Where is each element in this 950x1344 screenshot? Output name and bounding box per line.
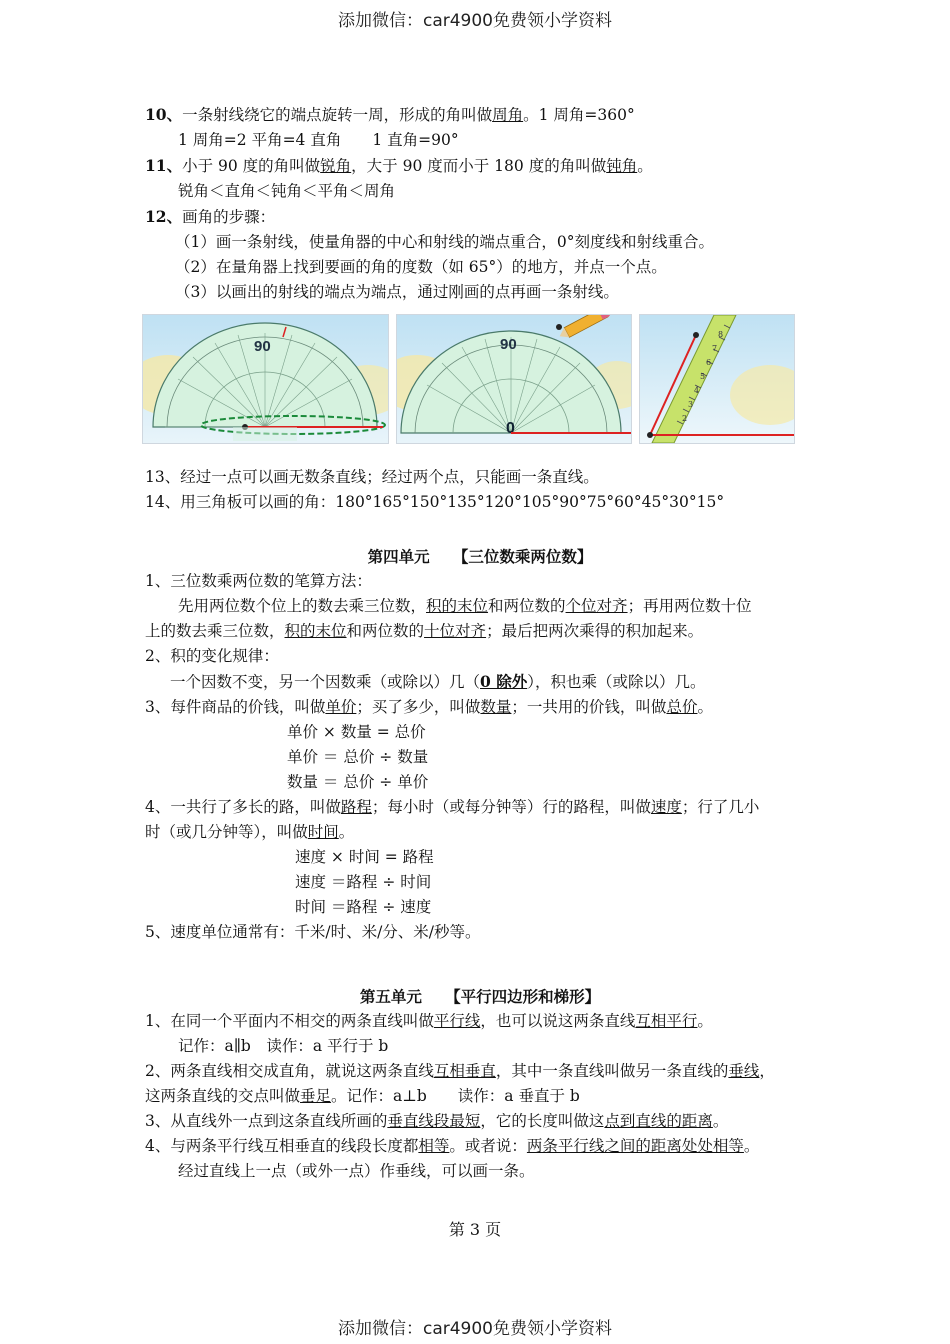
item-11-detail: 锐角＜直角＜钝角＜平角＜周角: [178, 182, 396, 200]
item-14: 14、用三角板可以画的角：180°165°150°135°120°105°90°75°60°45°30°15°: [145, 493, 725, 511]
unit4-p4b: 时（或几分钟等），叫做时间。: [145, 823, 355, 841]
formula-quantity: 数量 ＝ 总价 ÷ 单价: [287, 773, 429, 791]
unit4-p1a: 先用两位数个位上的数去乘三位数，积的末位和两位数的个位对齐；再用两位数十位: [178, 597, 752, 615]
unit5-p2a: 2、两条直线相交成直角，就说这两条直线互相垂直，其中一条直线叫做另一条直线的垂线，: [145, 1062, 775, 1080]
item-11: 11、小于 90 度的角叫做锐角，大于 90 度而小于 180 度的角叫做钝角。: [145, 156, 653, 175]
label-90: 90: [254, 338, 271, 355]
unit5-p4a: 经过直线上一点（或外一点）作垂线，可以画一条。: [178, 1162, 535, 1180]
unit5-p1a: 记作：a∥b 读作：a 平行于 b: [178, 1037, 389, 1055]
unit4-p3: 3、每件商品的价钱，叫做单价；买了多少，叫做数量；一共用的价钱，叫做总价。: [145, 698, 713, 716]
label-90: 90: [500, 336, 517, 353]
figure-protractor-ray: [142, 314, 389, 444]
item-10: 10、一条射线绕它的端点旋转一周，形成的角叫做周角。1 周角=360°: [145, 105, 635, 124]
ruler-label: 3: [688, 400, 694, 409]
unit4-p1: 1、三位数乘两位数的笔算方法：: [145, 572, 372, 590]
unit4-p1b: 上的数去乘三位数，积的末位和两位数的十位对齐；最后把两次乘得的积加起来。: [145, 622, 704, 640]
watermark-top: 添加微信：car4900免费领小学资料: [337, 11, 613, 31]
figure-protractor-point: [396, 314, 632, 444]
unit4-heading: 第四单元 【三位数乘两位数】: [367, 547, 593, 566]
item-10-detail: 1 周角=2 平角=4 直角 1 直角=90°: [178, 131, 459, 149]
unit4-p2: 2、积的变化规律：: [145, 647, 279, 665]
label-0: 0: [506, 420, 515, 437]
item-12-step-3: （3）以画出的射线的端点为端点，通过刚画的点再画一条射线。: [175, 283, 619, 301]
figure-ruler-ray: [639, 314, 795, 444]
unit4-p4a: 4、一共行了多长的路，叫做路程；每小时（或每分钟等）行的路程，叫做速度；行了几小: [145, 798, 760, 816]
ruler-label: 7: [712, 344, 718, 353]
ruler-label: 4: [694, 386, 700, 395]
item-12: 12、画角的步骤：: [145, 207, 276, 226]
page-number: 第 3 页: [448, 1220, 502, 1239]
angle-drawing-figures: [142, 314, 815, 452]
ruler-label: 5: [700, 372, 706, 381]
document-body: [145, 102, 815, 1184]
ruler-label: 6: [706, 358, 712, 367]
item-13: 13、经过一点可以画无数条直线；经过两个点，只能画一条直线。: [145, 468, 599, 486]
watermark-bottom: 添加微信：car4900免费领小学资料: [337, 1319, 613, 1339]
item-12-step-1: （1）画一条射线，使量角器的中心和射线的端点重合，0°刻度线和射线重合。: [175, 233, 714, 251]
ruler-label: 8: [718, 330, 724, 339]
formula-distance: 速度 × 时间 = 路程: [295, 848, 434, 866]
formula-time: 时间 ＝路程 ÷ 速度: [295, 898, 432, 916]
formula-speed: 速度 ＝路程 ÷ 时间: [295, 873, 432, 891]
unit5-p1: 1、在同一个平面内不相交的两条直线叫做平行线，也可以说这两条直线互相平行。: [145, 1012, 713, 1030]
unit4-p5: 5、速度单位通常有：千米/时、米/分、米/秒等。: [145, 923, 481, 941]
unit5-p3: 3、从直线外一点到这条直线所画的垂直线段最短，它的长度叫做这点到直线的距离。: [145, 1112, 729, 1130]
unit5-p2b: 这两条直线的交点叫做垂足。记作：a⊥b 读作：a 垂直于 b: [145, 1087, 580, 1105]
unit4-p2a: 一个因数不变，另一个因数乘（或除以）几（0 除外），积也乘（或除以）几。: [170, 672, 706, 691]
formula-unit-price: 单价 ＝ 总价 ÷ 数量: [287, 748, 429, 766]
ruler-label: 2: [682, 414, 688, 423]
unit5-heading: 第五单元 【平行四边形和梯形】: [359, 987, 601, 1006]
unit5-p4: 4、与两条平行线互相垂直的线段长度都相等。或者说：两条平行线之间的距离处处相等。: [145, 1137, 760, 1155]
formula-total-price: 单价 × 数量 = 总价: [287, 723, 426, 741]
item-12-step-2: （2）在量角器上找到要画的角的度数（如 65°）的地方，并点一个点。: [175, 258, 667, 276]
